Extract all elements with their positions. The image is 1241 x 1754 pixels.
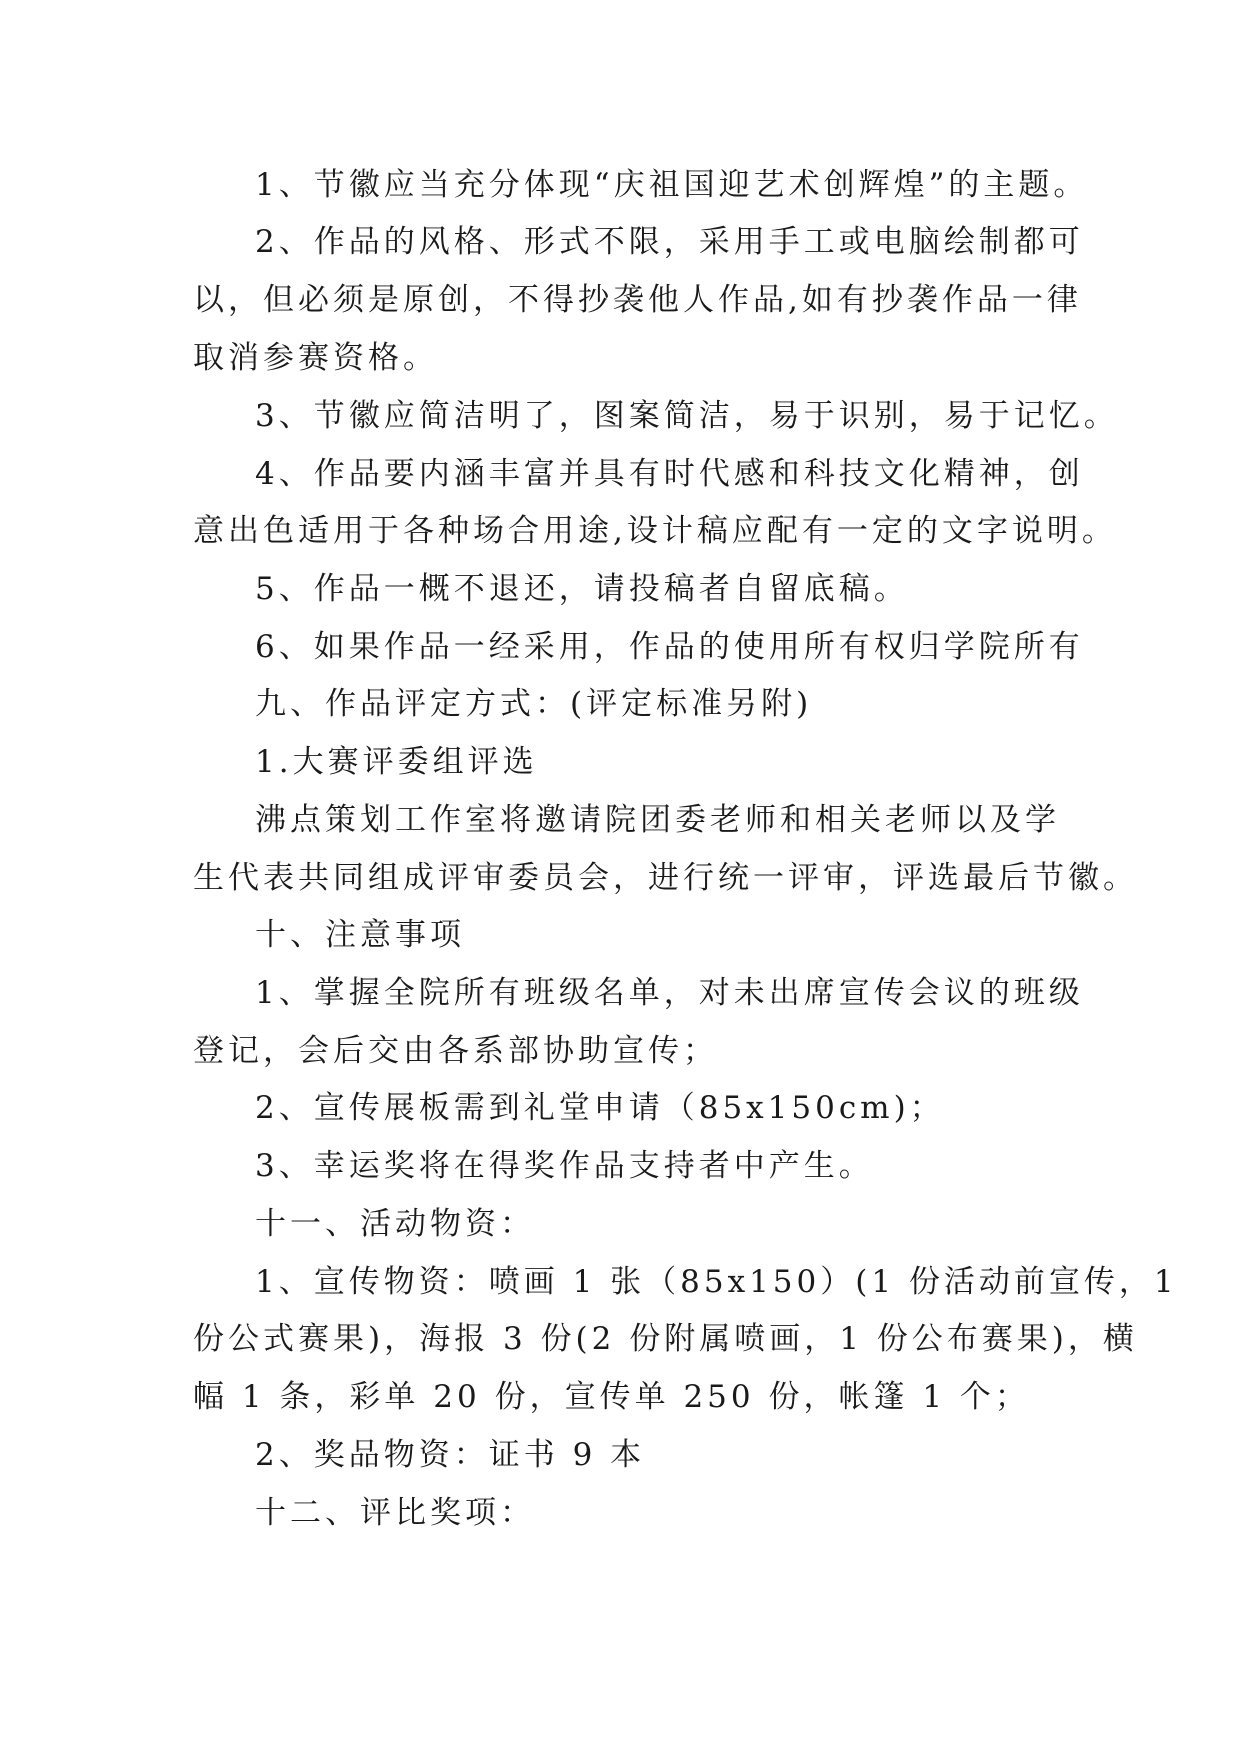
text-line: 6、如果作品一经采用，作品的使用所有权归学院所有 <box>255 629 1084 665</box>
section-heading: 十一、活动物资： <box>255 1206 535 1242</box>
text-line: 1、节徽应当充分体现“庆祖国迎艺术创辉煌”的主题。 <box>255 167 1089 203</box>
text-line: 2、作品的风格、形式不限，采用手工或电脑绘制都可 <box>255 224 1084 260</box>
text-line: 1、掌握全院所有班级名单，对未出席宣传会议的班级 <box>255 975 1084 1011</box>
text-line: 以，但必须是原创，不得抄袭他人作品,如有抄袭作品一律 <box>193 282 1082 318</box>
text-line: 2、奖品物资：证书 9 本 <box>255 1437 646 1473</box>
section-heading: 十二、评比奖项： <box>255 1495 535 1531</box>
text-line: 登记，会后交由各系部协助宣传； <box>193 1033 718 1069</box>
text-line: 3、幸运奖将在得奖作品支持者中产生。 <box>255 1148 874 1184</box>
text-line: 意出色适用于各种场合用途,设计稿应配有一定的文字说明。 <box>193 513 1117 549</box>
text-line: 1、宣传物资：喷画 1 张（85x150）(1 份活动前宣传，1 <box>255 1264 1178 1300</box>
text-line: 幅 1 条，彩单 20 份，宣传单 250 份，帐篷 1 个； <box>193 1379 1030 1415</box>
text-line: 沸点策划工作室将邀请院团委老师和相关老师以及学 <box>255 802 1060 838</box>
subsection-heading: 1.大赛评委组评选 <box>255 744 538 780</box>
text-line: 生代表共同组成评审委员会，进行统一评审，评选最后节徽。 <box>193 860 1138 896</box>
text-line: 份公式赛果)，海报 3 份(2 份附属喷画，1 份公布赛果)，横 <box>193 1321 1138 1357</box>
text-line: 4、作品要内涵丰富并具有时代感和科技文化精神，创 <box>255 456 1084 492</box>
section-heading: 十、注意事项 <box>255 917 465 953</box>
text-line: 3、节徽应简洁明了，图案简洁，易于识别，易于记忆。 <box>255 398 1119 434</box>
text-line: 取消参赛资格。 <box>193 340 438 376</box>
text-line: 2、宣传展板需到礼堂申请（85x150cm)； <box>255 1090 945 1126</box>
text-line: 5、作品一概不退还，请投稿者自留底稿。 <box>255 571 909 607</box>
section-heading: 九、作品评定方式：(评定标准另附) <box>255 686 813 722</box>
